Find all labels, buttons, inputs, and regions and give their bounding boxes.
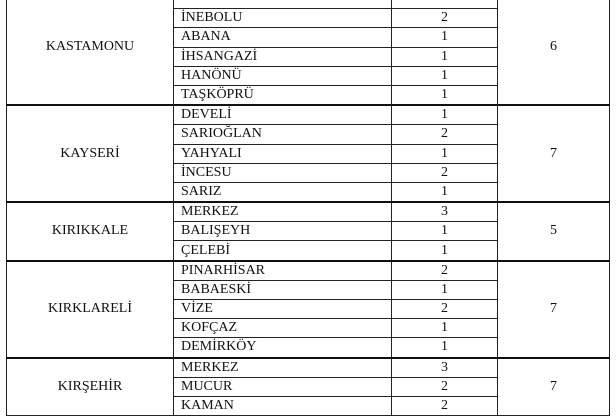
district-count-cell: 1 — [392, 47, 498, 66]
district-name-cell: SARIZ — [174, 182, 392, 202]
table-row — [7, 105, 610, 125]
district-table-container — [6, 0, 610, 416]
district-count-cell: 1 — [392, 85, 498, 105]
province-name-cell: KIRŞEHİR — [7, 358, 174, 416]
district-name-cell: ABANA — [174, 28, 392, 47]
district-count-cell: 3 — [392, 358, 498, 378]
district-count-cell: 2 — [392, 377, 498, 396]
district-name-cell: BABAESKİ — [174, 280, 392, 299]
district-name-cell: MUCUR — [174, 377, 392, 396]
district-name-cell: HANÖNÜ — [174, 66, 392, 85]
district-count-cell: 1 — [392, 144, 498, 163]
district-name-cell: DEVELİ — [174, 105, 392, 125]
province-name-cell: KASTAMONU — [7, 0, 174, 105]
district-name-cell: İNEBOLU — [174, 9, 392, 28]
district-name-cell: TAŞKÖPRÜ — [174, 85, 392, 105]
province-name-cell: KIRIKKALE — [7, 202, 174, 261]
district-count-cell: 1 — [392, 338, 498, 358]
district-count-cell: 2 — [392, 9, 498, 28]
district-count-cell: 3 — [392, 202, 498, 222]
province-total-cell: 7 — [498, 261, 610, 358]
province-total-cell: 5 — [498, 202, 610, 261]
table-row — [7, 261, 610, 281]
district-count-cell: 2 — [392, 261, 498, 281]
province-total-cell: 6 — [498, 0, 610, 105]
district-count-cell: 1 — [392, 182, 498, 202]
district-name-cell: SARIOĞLAN — [174, 125, 392, 144]
district-count-cell: 1 — [392, 222, 498, 241]
district-name-cell — [174, 0, 392, 9]
district-name-cell: YAHYALI — [174, 144, 392, 163]
district-count-cell: 1 — [392, 280, 498, 299]
district-count-cell: 1 — [392, 241, 498, 261]
table-row — [7, 202, 610, 222]
district-count-cell: 1 — [392, 105, 498, 125]
province-name-cell: KAYSERİ — [7, 105, 174, 202]
province-name-cell: KIRKLARELİ — [7, 261, 174, 358]
district-table — [6, 0, 610, 416]
district-count-cell: 2 — [392, 396, 498, 415]
province-total-cell: 7 — [498, 358, 610, 416]
district-count-cell: 2 — [392, 163, 498, 182]
district-name-cell: ÇELEBİ — [174, 241, 392, 261]
district-name-cell: BALIŞEYH — [174, 222, 392, 241]
district-name-cell: İHSANGAZİ — [174, 47, 392, 66]
district-count-cell: 1 — [392, 319, 498, 338]
district-count-cell: 2 — [392, 300, 498, 319]
district-name-cell: KOFÇAZ — [174, 319, 392, 338]
district-name-cell: MERKEZ — [174, 358, 392, 378]
district-count-cell: 2 — [392, 125, 498, 144]
district-name-cell: PINARHİSAR — [174, 261, 392, 281]
province-total-cell: 7 — [498, 105, 610, 202]
district-name-cell: DEMİRKÖY — [174, 338, 392, 358]
district-count-cell: 1 — [392, 28, 498, 47]
district-count-cell — [392, 0, 498, 9]
table-row — [7, 0, 610, 9]
district-table-body — [7, 0, 610, 416]
district-count-cell: 1 — [392, 66, 498, 85]
district-name-cell: VİZE — [174, 300, 392, 319]
district-name-cell: MERKEZ — [174, 202, 392, 222]
district-name-cell: İNCESU — [174, 163, 392, 182]
district-name-cell: KAMAN — [174, 396, 392, 415]
table-row — [7, 358, 610, 378]
